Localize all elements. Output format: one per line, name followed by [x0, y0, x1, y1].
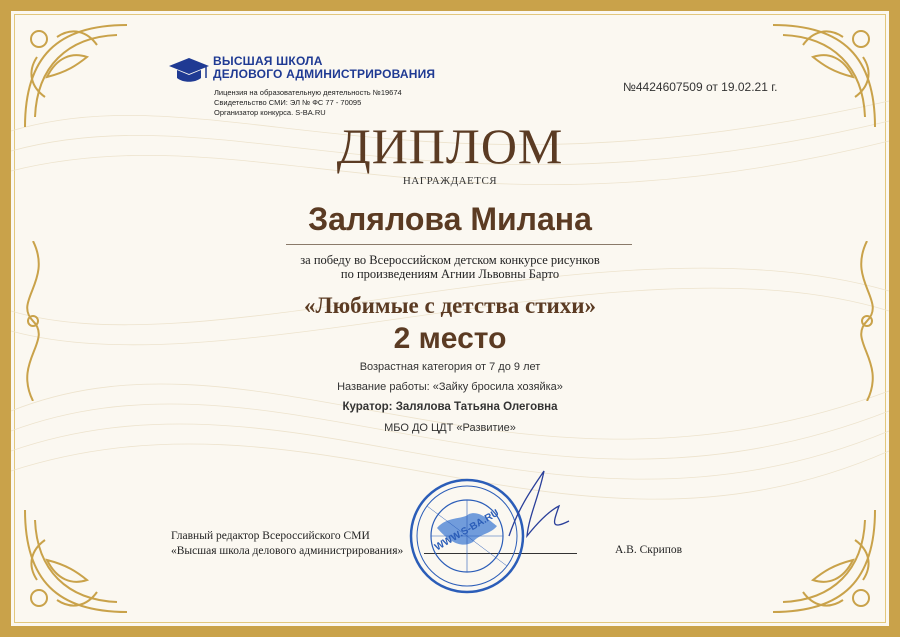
organization-name-line2: ДЕЛОВОГО АДМИНИСТРИРОВАНИЯ: [213, 67, 436, 81]
reason-line2: по произведениям Агнии Львовны Барто: [340, 267, 560, 281]
stamp-text: WWW.S-BA.RU: [432, 507, 502, 554]
diploma-number: №4424607509 от 19.02.21 г.: [623, 80, 778, 94]
recipient-name: Залялова Милана: [308, 201, 592, 237]
signer-name: А.В. Скрипов: [615, 544, 683, 556]
media-certificate-text: Свидетельство СМИ: ЭЛ № ФС 77 - 70095: [214, 98, 362, 107]
license-text: Лицензия на образовательную деятельность №19674: [214, 88, 402, 97]
graduation-cap-icon: [168, 56, 210, 84]
diploma-title: ДИПЛОМ: [336, 118, 564, 174]
organizer-text: Организатор конкурса. S-BA.RU: [214, 108, 326, 117]
institution: МБО ДО ЦДТ «Развитие»: [384, 422, 516, 434]
signer-role-line1: Главный редактор Всероссийского СМИ: [171, 530, 370, 542]
work-title: Название работы: «Зайку бросила хозяйка»: [337, 381, 563, 393]
organization-name-line1: ВЫСШАЯ ШКОЛА: [213, 54, 323, 68]
awarded-label: НАГРАЖДАЕТСЯ: [402, 175, 498, 187]
signer-role-line2: «Высшая школа делового администрирования»: [171, 545, 404, 557]
corner-ornament-bottom-left: [17, 500, 137, 620]
age-category: Возрастная категория от 7 до 9 лет: [359, 361, 541, 373]
contest-name: «Любимые с детства стихи»: [303, 293, 597, 318]
reason-line1: за победу во Всероссийском детском конкурсе рисунков: [300, 253, 600, 267]
name-underline: [286, 244, 632, 245]
curator: Куратор: Залялова Татьяна Олеговна: [342, 401, 558, 413]
corner-ornament-bottom-right: [763, 500, 883, 620]
handwritten-signature: [499, 466, 579, 546]
place-award: 2 место: [393, 322, 507, 355]
